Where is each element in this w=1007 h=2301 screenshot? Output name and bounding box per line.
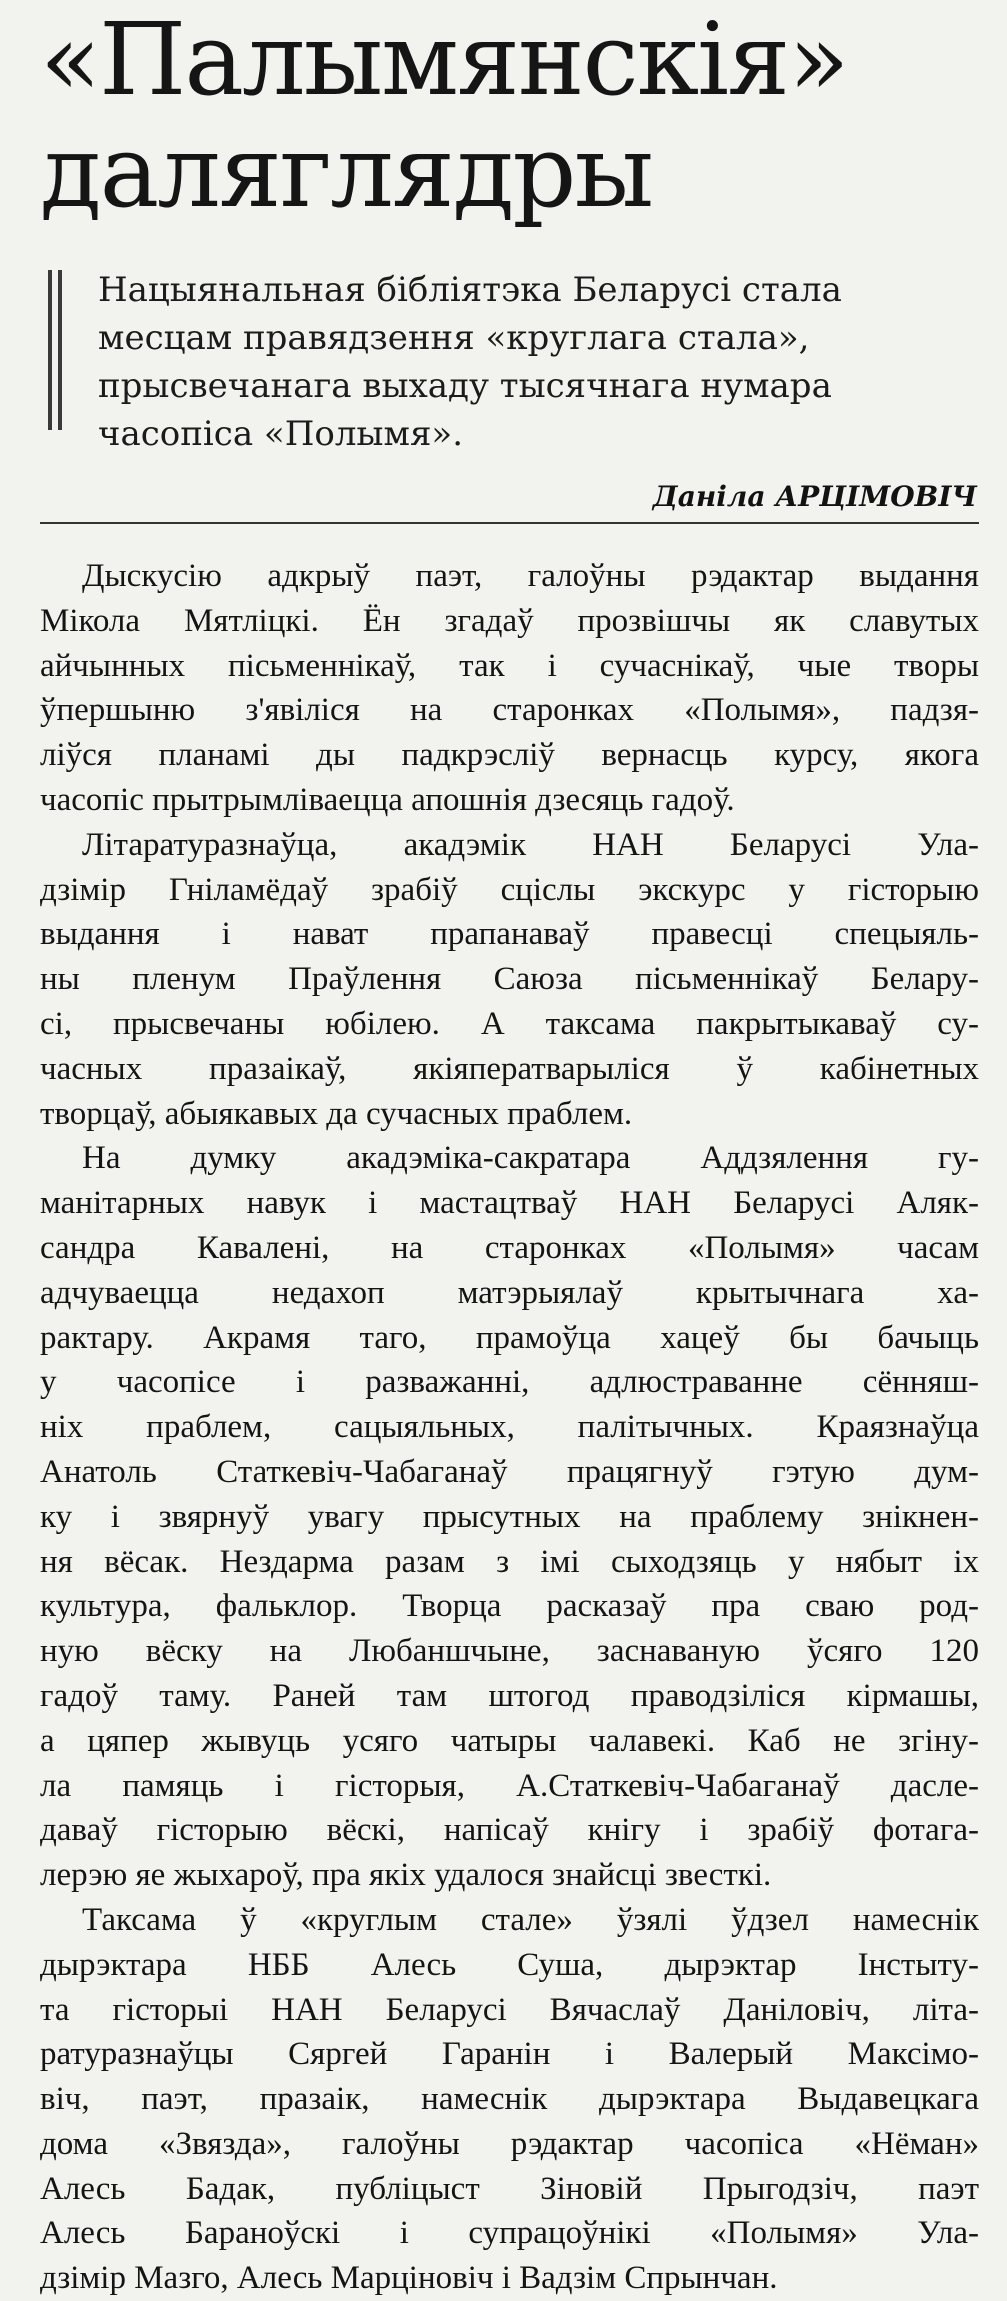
body-line: Дыскусію адкрыў паэт, галоўны рэдактар выдання: [82, 558, 979, 594]
body-line: гадоў таму. Раней там штогод праводзіліся кірмашы,: [40, 1677, 979, 1714]
body-line: выдання і нават прапанаваў правесці спецыяль-: [40, 916, 979, 953]
body-line: дзімір Мазго, Алесь Марціновіч і Вадзім Спрынчан.: [40, 2260, 778, 2297]
body-line: сандра Кавалені, на старонках «Полымя» часам: [40, 1229, 979, 1266]
article-lead: [40, 266, 979, 458]
body-line: лерэю яе жыхароў, пра якіх удалося знайсці звесткі.: [40, 1857, 772, 1894]
body-line: ўпершыню з'явіліся на старонках «Полымя», падзя-: [40, 692, 979, 729]
body-line: у часопісе і разважанні, адлюстраванне сённяш-: [40, 1364, 979, 1401]
body-line: ня вёсак. Нездарма разам з імі сыходзяць у нябыт іх: [40, 1543, 979, 1580]
body-line: ку і звярнуў увагу прысутных на праблему знікнен-: [40, 1498, 979, 1535]
body-line: творцаў, абыякавых да сучасных праблем.: [40, 1095, 633, 1132]
article-body: [40, 554, 979, 2301]
body-paragraph: [40, 1136, 979, 1898]
body-line: культура, фальклор. Творца расказаў пра сваю род-: [40, 1588, 979, 1625]
body-line: адчуваецца недахоп матэрыялаў крытычнага ха-: [40, 1274, 979, 1311]
body-line: віч, паэт, празаік, намеснік дырэктара Выдавецкага: [40, 2081, 979, 2118]
byline-divider: [40, 522, 979, 524]
body-line: дзімір Гніламёдаў зрабіў сціслы экскурс у гісторыю: [40, 871, 979, 908]
body-paragraph: [40, 823, 979, 1137]
body-line: ліўся планамі ды падкрэсліў вернасць курсу, якога: [40, 737, 979, 774]
body-line: даваў гісторыю вёскі, напісаў кнігу і зрабіў фотага-: [40, 1812, 979, 1849]
body-line: ратуразнаўцы Сяргей Гаранін і Валерый Максімо-: [40, 2036, 979, 2073]
body-line: а цяпер жывуць усяго чатыры чалавекі. Каб не згіну-: [40, 1722, 979, 1759]
headline-line: даляглядры: [40, 113, 652, 230]
body-line: манітарных навук і мастацтваў НАН Беларусі Аляк-: [40, 1185, 979, 1222]
body-line: Алесь Бадак, публіцыст Зіновій Прыгодзіч, паэт: [40, 2170, 979, 2207]
lead-line: часопіса «Полымя».: [98, 414, 464, 454]
body-paragraph: [40, 1898, 979, 2301]
body-line: Літаратуразнаўца, акадэмік НАН Беларусі Ула-: [82, 826, 979, 863]
author-byline: Даніла АРЦІМОВІЧ: [652, 480, 977, 513]
body-line: ла памяць і гісторыя, А.Статкевіч-Чабаганаў дасле-: [40, 1767, 979, 1804]
body-line: Таксама ў «круглым стале» ўзялі ўдзел намеснік: [82, 1901, 979, 1938]
body-line: Мікола Мятліцкі. Ён згадаў прозвішчы як славутых: [40, 602, 979, 639]
body-line: ны пленум Праўлення Саюза пісьменнікаў Белару-: [40, 961, 979, 998]
body-paragraph: [40, 554, 979, 823]
body-line: часных празаікаў, якіяператварыліся ў кабінетных: [40, 1050, 979, 1087]
body-line: рактару. Акрамя таго, прамоўца хацеў бы бачыць: [40, 1319, 979, 1356]
body-line: Анатоль Статкевіч-Чабаганаў працягнуў гэтую дум-: [40, 1453, 979, 1490]
body-line: та гісторыі НАН Беларусі Вячаслаў Даніловіч, літа-: [40, 1991, 979, 2028]
body-line: дома «Звязда», галоўны рэдактар часопіса «Нёман»: [40, 2125, 979, 2162]
lead-text: [98, 266, 979, 458]
body-line: ніх праблем, сацыяльных, палітычных. Краязнаўца: [40, 1409, 979, 1446]
article-headline: [40, 0, 979, 228]
lead-line: месцам правядзення «круглага стала»,: [98, 318, 810, 358]
lead-line: Нацыянальная бібліятэка Беларусі стала: [98, 270, 842, 310]
lead-double-bar-decoration: [48, 270, 64, 430]
body-line: дырэктара НББ Алесь Суша, дырэктар Інстыту-: [40, 1946, 979, 1983]
headline-line: «Палымянскія»: [40, 1, 848, 118]
lead-line: прысвечанага выхаду тысячнага нумара: [98, 366, 832, 406]
body-line: айчынных пісьменнікаў, так і сучаснікаў, чые творы: [40, 647, 979, 684]
body-line: часопіс прытрымліваецца апошнія дзесяць гадоў.: [40, 781, 735, 818]
body-line: сі, прысвечаны юбілею. А таксама пакрытыкаваў су-: [40, 1005, 979, 1042]
body-line: ную вёску на Любаншчыне, заснаваную ўсяго 120: [40, 1633, 979, 1670]
body-line: На думку акадэміка-сакратара Аддзялення гу-: [82, 1140, 979, 1177]
body-line: Алесь Бараноўскі і супрацоўнікі «Полымя» Ула-: [40, 2215, 979, 2252]
